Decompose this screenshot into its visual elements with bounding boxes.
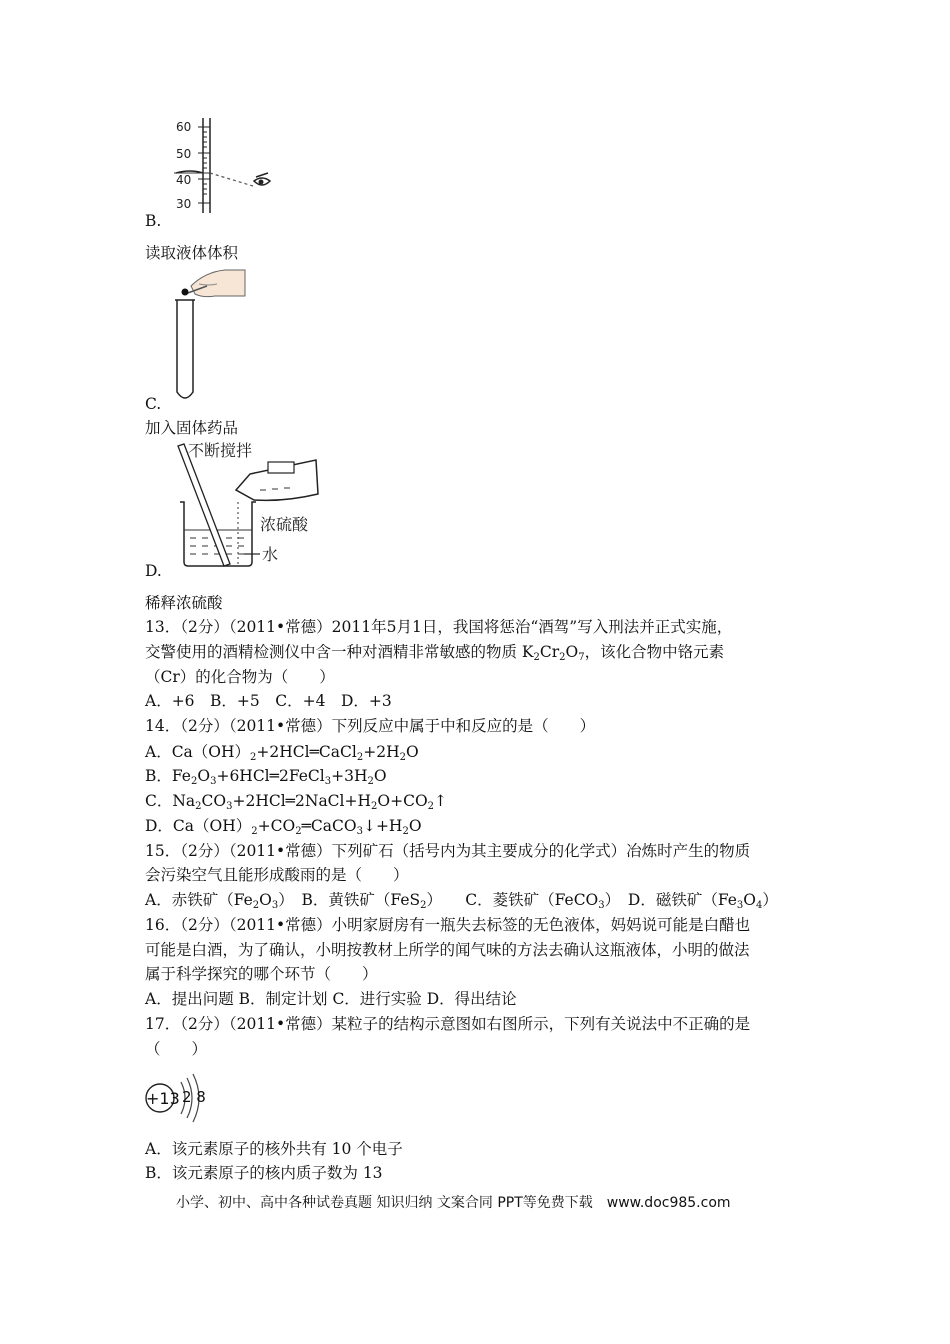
q14-option-d: D．$Ca(OH)_2+CO_2═CaCO_3↓+H_2O$ [145, 817, 422, 837]
test-tube-figure [165, 264, 250, 409]
q16-stem-line1: 16．（2分）（2011•常德）小明家厨房有一瓶失去标签的无色液体，妈妈说可能是白醋也 [145, 916, 751, 934]
q15-stem-line1: 15．（2分）（2011•常德）下列矿石（括号内为其主要成分的化学式）冶炼时产生的物质 [145, 842, 751, 860]
option-d-letter: D. [145, 562, 162, 580]
q17-stem-line1: 17．（2分）（2011•常德）某粒子的结构示意图如右图所示，下列有关说法中不正确的是 [145, 1015, 751, 1033]
q16-stem-line3: 属于科学探究的哪个环节（ ） [145, 965, 378, 983]
page-footer: 小学、初中、高中各种试卷真题 知识归纳 文案合同 PPT等免费下载 www.doc985.com [176, 1195, 731, 1211]
dilute-acid-figure [168, 438, 328, 570]
q13-stem-line1: 13．（2分）（2011•常德）2011年5月1日，我国将惩治“酒驾”写入刑法并正式实施， [145, 618, 733, 636]
tick-label: 30 [176, 197, 192, 211]
water-label: 水 [262, 545, 279, 564]
option-d-caption: 稀释浓硫酸 [145, 594, 223, 612]
nucleus-label: +13 [146, 1089, 180, 1108]
stir-label: 不断搅拌 [188, 441, 253, 460]
q13-stem-line3: （Cr）的化合物为（ ） [145, 668, 335, 686]
eye-icon [254, 173, 270, 185]
tick-label: 60 [176, 120, 192, 134]
q17-option-a: A．该元素原子的核外共有 10 个电子 [145, 1140, 403, 1158]
q16-options: A．提出问题 B．制定计划 C．进行实验 D．得出结论 [145, 990, 517, 1008]
q14-option-b: B．$Fe_2O_3+6HCl═2FeCl_3+3H_2O$ [145, 767, 387, 787]
tick-label: 50 [176, 147, 192, 161]
shell-electrons-label: 2 8 [182, 1088, 206, 1106]
option-c-letter: C. [145, 395, 162, 413]
q16-stem-line2: 可能是白酒，为了确认，小明按教材上所学的闻气味的方法去确认这瓶液体，小明的做法 [145, 941, 750, 959]
q17-stem-line2: （ ） [145, 1040, 208, 1058]
atom-structure-diagram [143, 1072, 223, 1128]
option-b-letter: B. [145, 212, 162, 230]
q15-stem-line2: 会污染空气且能形成酸雨的是（ ） [145, 866, 409, 884]
q14-option-c: C．$Na_2CO_3+2HCl═2NaCl+H_2O+CO_2↑$ [145, 792, 448, 812]
graduated-cylinder-figure [170, 115, 280, 215]
hand-icon [191, 270, 245, 297]
acid-label: 浓硫酸 [260, 515, 309, 534]
q13-options: A．+6 B．+5 C．+4 D．+3 [145, 692, 392, 710]
q15-options: A．赤铁矿$(Fe_2O_3)$ B．黄铁矿（FeS$_2$） C．菱铁矿（FeCO$_3$） D．磁铁矿$(Fe_3O_4)$ [145, 891, 778, 911]
q13-stem-line2: 交警使用的酒精检测仪中含一种对酒精非常敏感的物质 $K_2Cr_2O_7$，该化合物中铬元素 [145, 643, 725, 663]
tick-label: 40 [176, 173, 192, 187]
q14-stem: 14．（2分）（2011•常德）下列反应中属于中和反应的是（ ） [145, 717, 596, 735]
q17-option-b: B．该元素原子的核内质子数为 13 [145, 1164, 383, 1182]
option-c-caption: 加入固体药品 [145, 419, 239, 437]
q14-option-a: A．$Ca(OH)_2+2HCl═CaCl_2+2H_2O$ [145, 743, 419, 763]
option-b-caption: 读取液体体积 [145, 244, 239, 262]
